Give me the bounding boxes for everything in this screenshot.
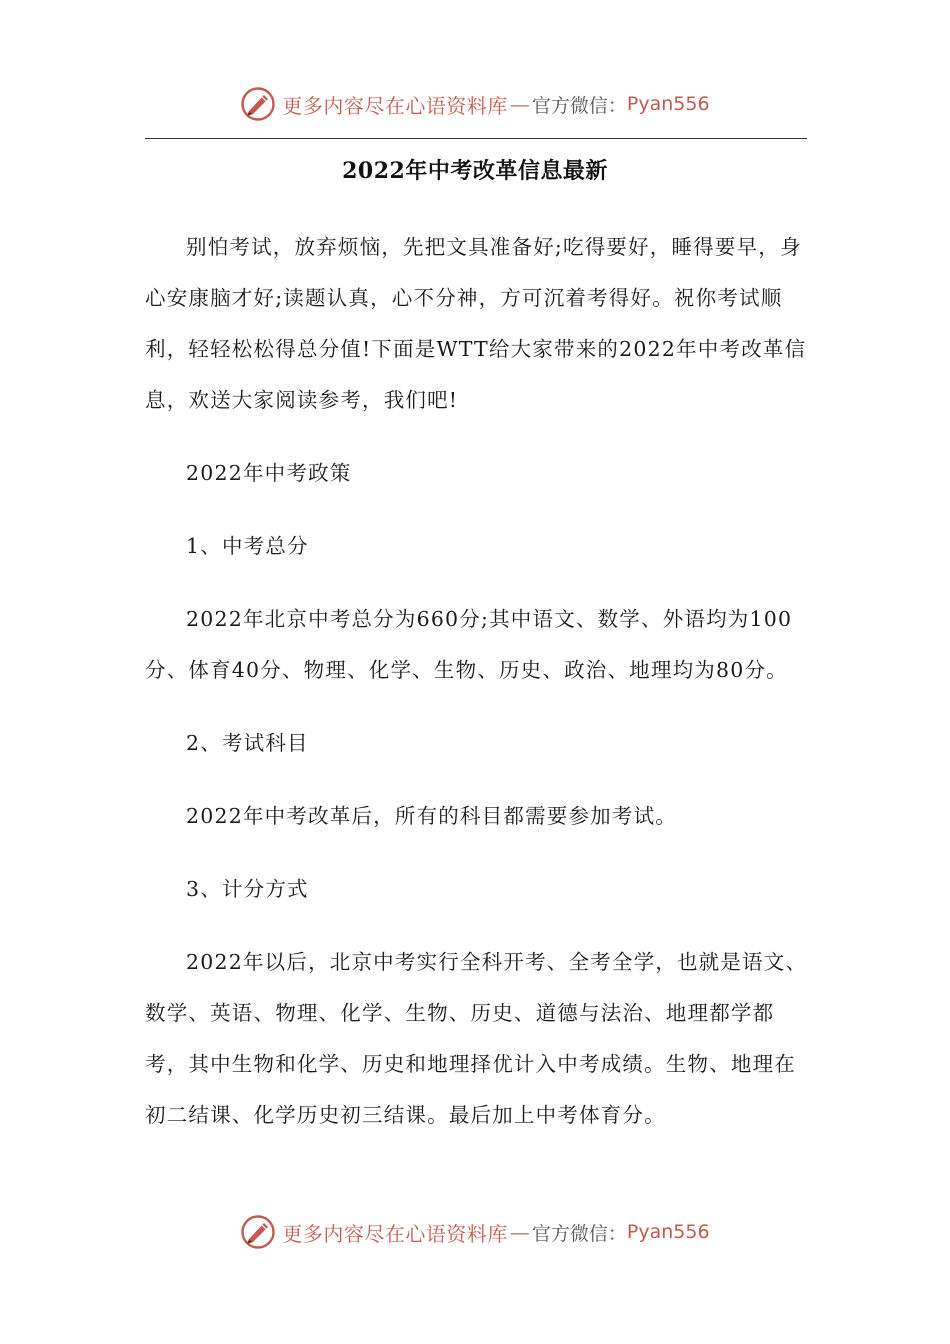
banner-wechat-id: Pyan556 (626, 93, 710, 115)
paragraph-total-score: 2022年北京中考总分为660分;其中语文、数学、外语均为100分、体育40分、物理、化学、生物、历史、政治、地理均为80分。 (145, 607, 793, 682)
footer-wechat-id: Pyan556 (626, 1221, 710, 1243)
document-body (145, 222, 810, 1141)
banner-dash: — (509, 92, 530, 116)
paragraph-scoring: 2022年以后，北京中考实行全科开考、全考全学，也就是语文、数学、英语、物理、化学、生物、历史、道德与法治、地理都学都考，其中生物和化学、历史和地理择优计入中考成绩。生物、地理在初二结课、化学历史初三结课。最后加上中考体育分。 (145, 950, 808, 1127)
section-heading-policy: 2022年中考政策 (186, 461, 352, 485)
pen-logo-icon (240, 1214, 276, 1250)
section-heading-scoring: 3、计分方式 (186, 877, 309, 901)
paragraph-subjects: 2022年中考改革后，所有的科目都需要参加考试。 (186, 804, 677, 828)
header-banner (0, 80, 950, 128)
banner-contact-label: 官方微信： (531, 94, 627, 117)
footer-dash: — (509, 1220, 530, 1244)
footer-brand: 更多内容尽在心语资料库 (282, 1221, 508, 1246)
section-heading-subjects: 2、考试科目 (186, 731, 309, 755)
banner-brand: 更多内容尽在心语资料库 (282, 93, 508, 118)
document-title: 2022年中考改革信息最新 (342, 158, 608, 184)
section-heading-total-score: 1、中考总分 (186, 534, 309, 558)
pen-logo-icon (240, 86, 276, 122)
intro-paragraph: 别怕考试，放弃烦恼，先把文具准备好;吃得要好，睡得要早，身心安康脑才好;读题认真，心不分神，方可沉着考得好。祝你考试顺利，轻轻松松得总分值!下面是WTT给大家带来的2022年中考改革信息，欢送大家阅读参考，我们吧! (145, 235, 807, 412)
footer-banner (0, 1208, 950, 1256)
footer-contact-label: 官方微信： (531, 1222, 627, 1245)
header-divider (145, 138, 807, 139)
